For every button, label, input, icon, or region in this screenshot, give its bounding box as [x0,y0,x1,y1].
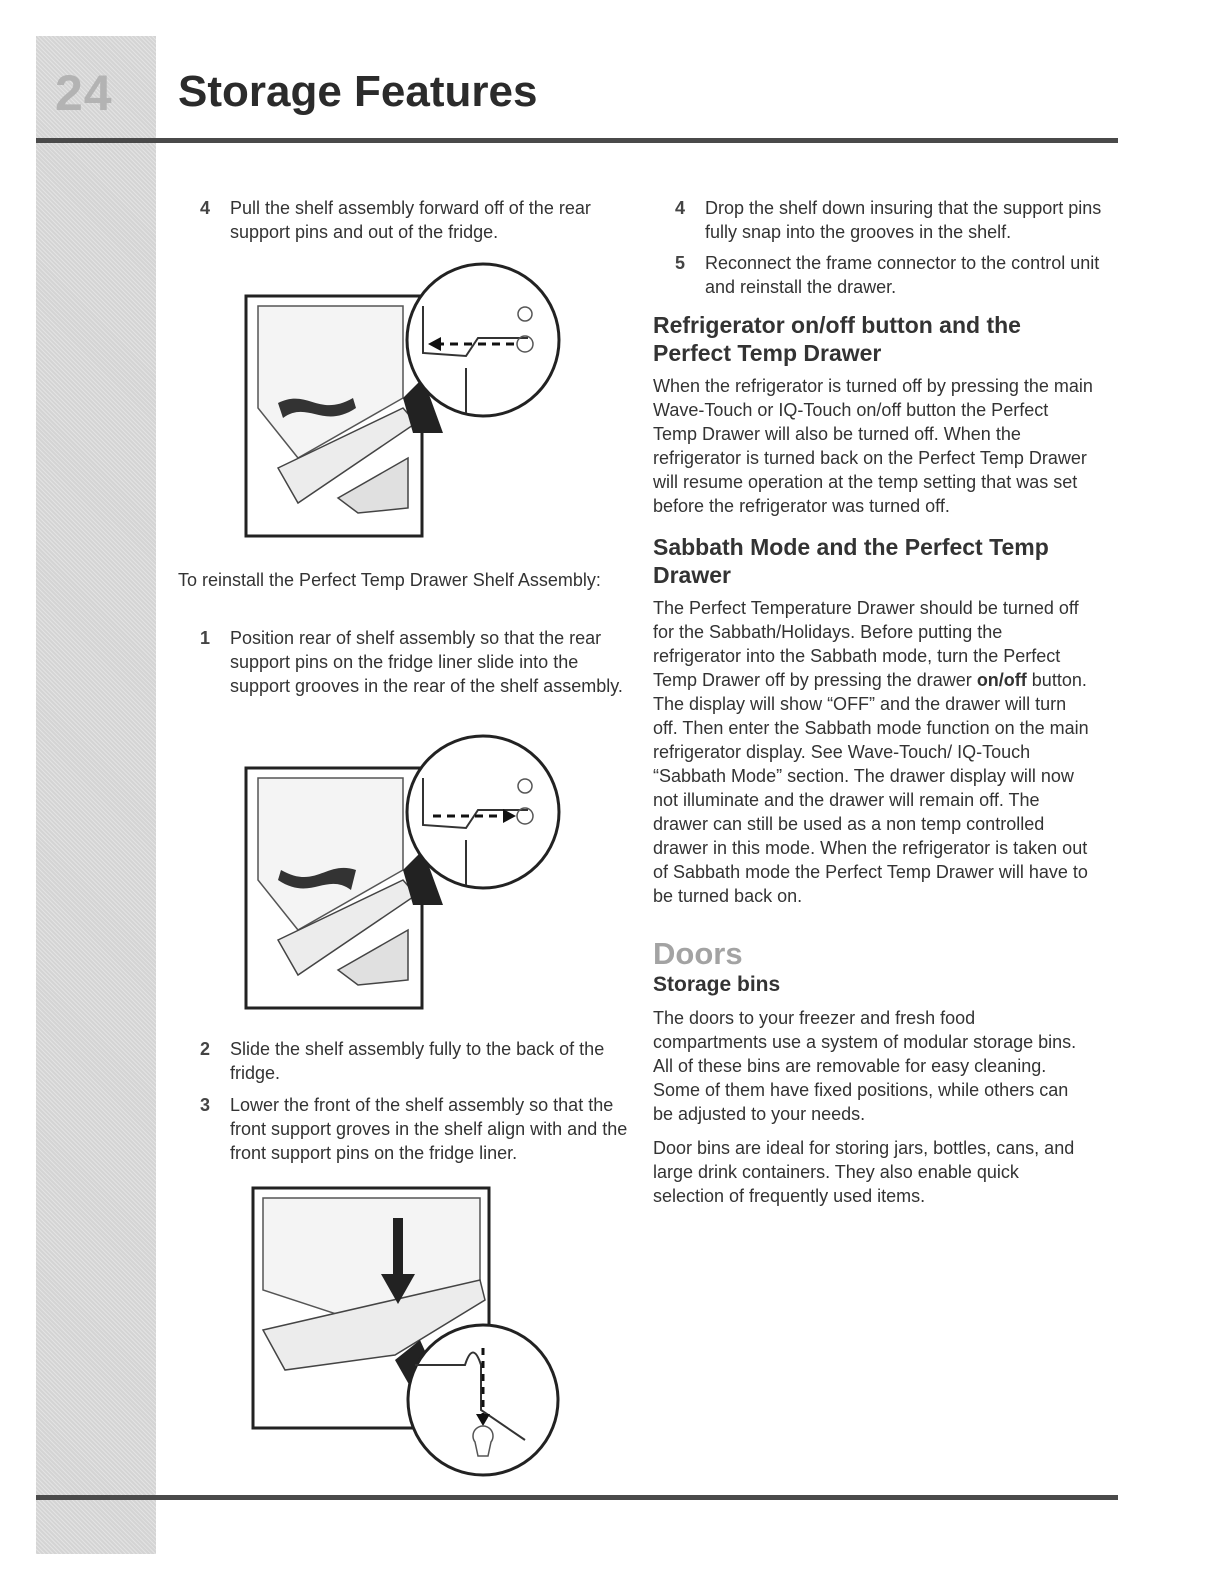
sabbath-section [653,533,1093,908]
doors-title: Doors [653,936,743,971]
side-bar-decoration [36,36,156,1554]
onoff-body: When the refrigerator is turned off by pressing the main Wave-Touch or IQ-Touch on/off button the Perfect Temp Drawer will also be turned off. When the refrigerator is turned back on the Perfect Temp Drawer will resume operation at the temp setting that was set before the refrigerator was turned off. [653,376,1093,516]
right-step-4 [675,196,1115,244]
storage-bins-body-1: The doors to your freezer and fresh food compartments use a system of modular storage bins. All of these bins are removable for easy cleaning. Some of them have fixed positions, while others can be adjusted to your needs. [653,1008,1077,1124]
page-number: 24 [55,65,113,121]
step-text: Slide the shelf assembly fully to the back of the fridge. [230,1039,605,1083]
reinstall-intro-text: To reinstall the Perfect Temp Drawer Shelf Assembly: [178,570,601,590]
shelf-lower-front-illustration-icon [245,1180,575,1480]
header-rule [36,138,1118,143]
shelf-reinstall-rear-illustration-icon [238,730,573,1015]
left-step-3 [200,1093,640,1165]
step-text: Reconnect the frame connector to the control unit and reinstall the drawer. [705,253,1100,297]
sabbath-bold-onoff: on/off [976,670,1027,690]
step-number: 1 [200,628,211,648]
step-number: 3 [200,1095,211,1115]
step-number: 2 [200,1039,211,1059]
page-title: Storage Features [178,67,538,116]
shelf-removal-illustration-icon [238,258,573,543]
onoff-heading: Refrigerator on/off button and the Perfect Temp Drawer [653,312,1021,366]
step-number: 4 [200,198,211,218]
right-step-5 [675,251,1115,299]
sabbath-body [653,596,1093,908]
step-text: Position rear of shelf assembly so that the rear support pins on the fridge liner slide into the support grooves in the rear of the shelf assembly. [230,628,623,696]
onoff-section [653,311,1093,518]
left-step-4 [200,196,640,244]
step-number: 5 [675,253,686,273]
doors-section [653,936,1093,1208]
step-text: Drop the shelf down insuring that the support pins fully snap into the grooves in the shelf. [705,198,1102,242]
left-step-1 [200,626,640,698]
step-text: Pull the shelf assembly forward off of the rear support pins and out of the fridge. [230,198,591,242]
sabbath-body-part-2: button. The display will show “OFF” and the drawer will turn off. Then enter the Sabbath mode function on the main refrigerator display. See Wave-Touch/ IQ-Touch “Sabbath Mode” section. The drawer display will now not illuminate and the drawer will remain off. The drawer can still be used as a non temp controlled drawer in this mode. When the refrigerator is taken out of Sabbath mode the Perfect Temp Drawer will have to be turned back on. [653,670,1089,906]
sabbath-heading: Sabbath Mode and the Perfect Temp Drawer [653,534,1049,588]
left-step-2 [200,1037,640,1085]
storage-bins-body-2: Door bins are ideal for storing jars, bottles, cans, and large drink containers. They also enable quick selection of frequently used items. [653,1138,1075,1206]
storage-bins-heading: Storage bins [653,973,781,996]
step-text: Lower the front of the shelf assembly so that the front support groves in the shelf align with and the front support pins on the fridge liner. [230,1095,628,1163]
step-number: 4 [675,198,686,218]
sabbath-body-part-1: The Perfect Temperature Drawer should be turned off for the Sabbath/Holidays. Before putting the refrigerator into the Sabbath mode, turn the Perfect Temp Drawer off by pressing the drawer [653,598,1079,690]
footer-rule [36,1495,1118,1500]
reinstall-intro [178,568,618,592]
